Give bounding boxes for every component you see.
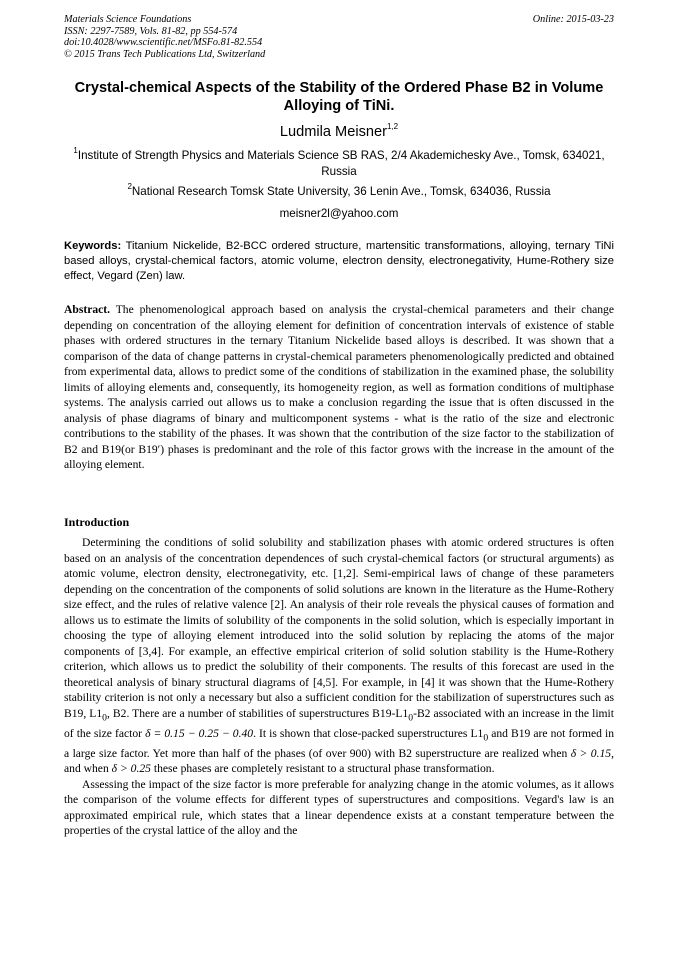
subscript-zero: 0: [102, 712, 107, 724]
delta-inequality-2: δ > 0.25: [111, 762, 151, 776]
online-date: Online: 2015-03-23: [532, 14, 614, 25]
abstract: [64, 302, 614, 473]
introduction-heading: Introduction: [64, 515, 130, 529]
abstract-text: The phenomenological approach based on analysis the crystal-chemical parameters and their change depending on concentration of the alloying element for definition of concentration intervals of existence of stable phases with ordered structures in the ternary Titanium Nickelide based alloys is described. It was shown that a comparison of the data of change patterns in crystal-chemical parameters phenomenologically predicted and obtained from experimental data, allows to predict some of the conditions of stabilization in the examined phase, the solubility limits of alloying elements and, consequently, its homogeneity region, as well as formation conditions of multiphase systems. The analysis carried out allows us to make a conclusion regarding the issue that is often discussed in the analysis of phase diagrams of binary and multicomponent systems - what is the ratio of the size and electronic contributions to the stability of the phases. It was shown that the contribution of the size factor to the stabilization of B2 and B19(or B19′) phases is predominant and the role of this factor grows with the increase in the amount of the alloying element.: [64, 303, 614, 472]
abstract-label: Abstract.: [64, 303, 111, 316]
intro-p1-part-f: , and when: [64, 746, 614, 776]
subscript-zero: 0: [483, 732, 489, 744]
affiliation-1-mark: 1: [73, 146, 78, 156]
intro-p1-part-b: , B2. There are a number of stabilities of superstructures B19-L1: [106, 707, 409, 721]
author-email[interactable]: meisner2l@yahoo.com: [279, 207, 399, 220]
affiliation-1: [64, 148, 614, 179]
intro-p1-part-g: these phases are completely resistant to a structural phase transformation.: [150, 762, 495, 776]
introduction-paragraph-2: Assessing the impact of the size factor is more preferable for analyzing change in the atomic volumes, as it allows the comparison of the volume effects for different types of superstructures and compositions. Vegard's law is an approximated empirical rule, which states that a linear dependence exists at a constant temperature between the properties of the crystal lattice of the alloy and the: [64, 777, 614, 838]
affiliation-2-mark: 2: [127, 182, 132, 192]
author-name: Ludmila Meisner: [279, 124, 387, 140]
intro-p1-part-a: Determining the conditions of solid solubility and stabilization phases with atomic ordered structures is often based on an analysis of the concentration dependences of such crystal-chemical factors (or structural arguments) as atomic volume, electron density, electronegativity, etc. [1,2]. Semi-empirical laws of change of these parameters depending on the concentration of the components of solid solutions are known in the literature as the Hume-Rothery size effect, and the rules of relative valence [2]. An analysis of their role reveals the physical causes of formation and allows us to estimate the limits of solubility of the components in the solid solution, which is especially important in choosing the type of alloying element introduced into the solid solution by replacing the atoms of the major components of [3,4]. For example, an effective empirical criterion of solid solution stability is the Hume-Rothery criterion, which allows us to predict the solubility of their components. The results of this forecast are used in the theoretical analysis of binary structural diagrams of [4,5]. For example, in [4] it was shown that the Hume-Rothery stability criterion is not only a necessary but also a sufficient condition for the stabilization of superstructures such as B19, L1: [64, 536, 614, 721]
doi-line: doi:10.4028/www.scientific.net/MSFo.81-82.554: [64, 37, 263, 49]
subscript-zero: 0: [408, 712, 414, 724]
introduction-body: [64, 535, 614, 839]
affiliation-2: [64, 184, 614, 200]
intro-p1-part-e: and B19 are not formed in a large size factor. Yet more than half of the phases (of over 900) with B2 superstructure are realized when: [64, 726, 614, 760]
journal-name: Materials Science Foundations: [64, 14, 192, 25]
author-affiliation-marks: 1,2: [386, 122, 399, 132]
introduction-paragraph-1: [64, 535, 614, 777]
affiliation-1-text: Institute of Strength Physics and Materials Science SB RAS, 2/4 Akademichesky Ave., Tomsk, 634021, Russia: [77, 149, 605, 178]
issn-line: ISSN: 2297-7589, Vols. 81-82, pp 554-574: [64, 25, 238, 37]
author-line: [64, 123, 614, 141]
copyright-line: © 2015 Trans Tech Publications Ltd, Switzerland: [64, 48, 266, 60]
journal-header: [64, 14, 265, 60]
intro-p1-part-c: -B2 associated with an increase in the limit of the size factor: [64, 707, 614, 740]
keywords: [64, 239, 614, 283]
delta-inequality-1: δ > 0.15: [570, 746, 612, 760]
paper-title: Crystal-chemical Aspects of the Stability of the Ordered Phase B2 in Volume Alloying of TiNi.: [74, 80, 604, 114]
intro-p1-part-d: . It is shown that close-packed superstructures L1: [253, 726, 484, 740]
affiliation-2-text: National Research Tomsk State University, 36 Lenin Ave., Tomsk, 634036, Russia: [131, 185, 551, 198]
keywords-label: Keywords:: [64, 240, 122, 252]
keywords-text: Titanium Nickelide, B2-BCC ordered structure, martensitic transformations, alloying, ternary TiNi based alloys, crystal-chemical factors, atomic volume, electron density, electronegativity, Hume-Rothery size effect, Vegard (Zen) law.: [64, 240, 614, 282]
size-factor-equation: δ = 0.15 − 0.25 − 0.40: [145, 726, 254, 740]
